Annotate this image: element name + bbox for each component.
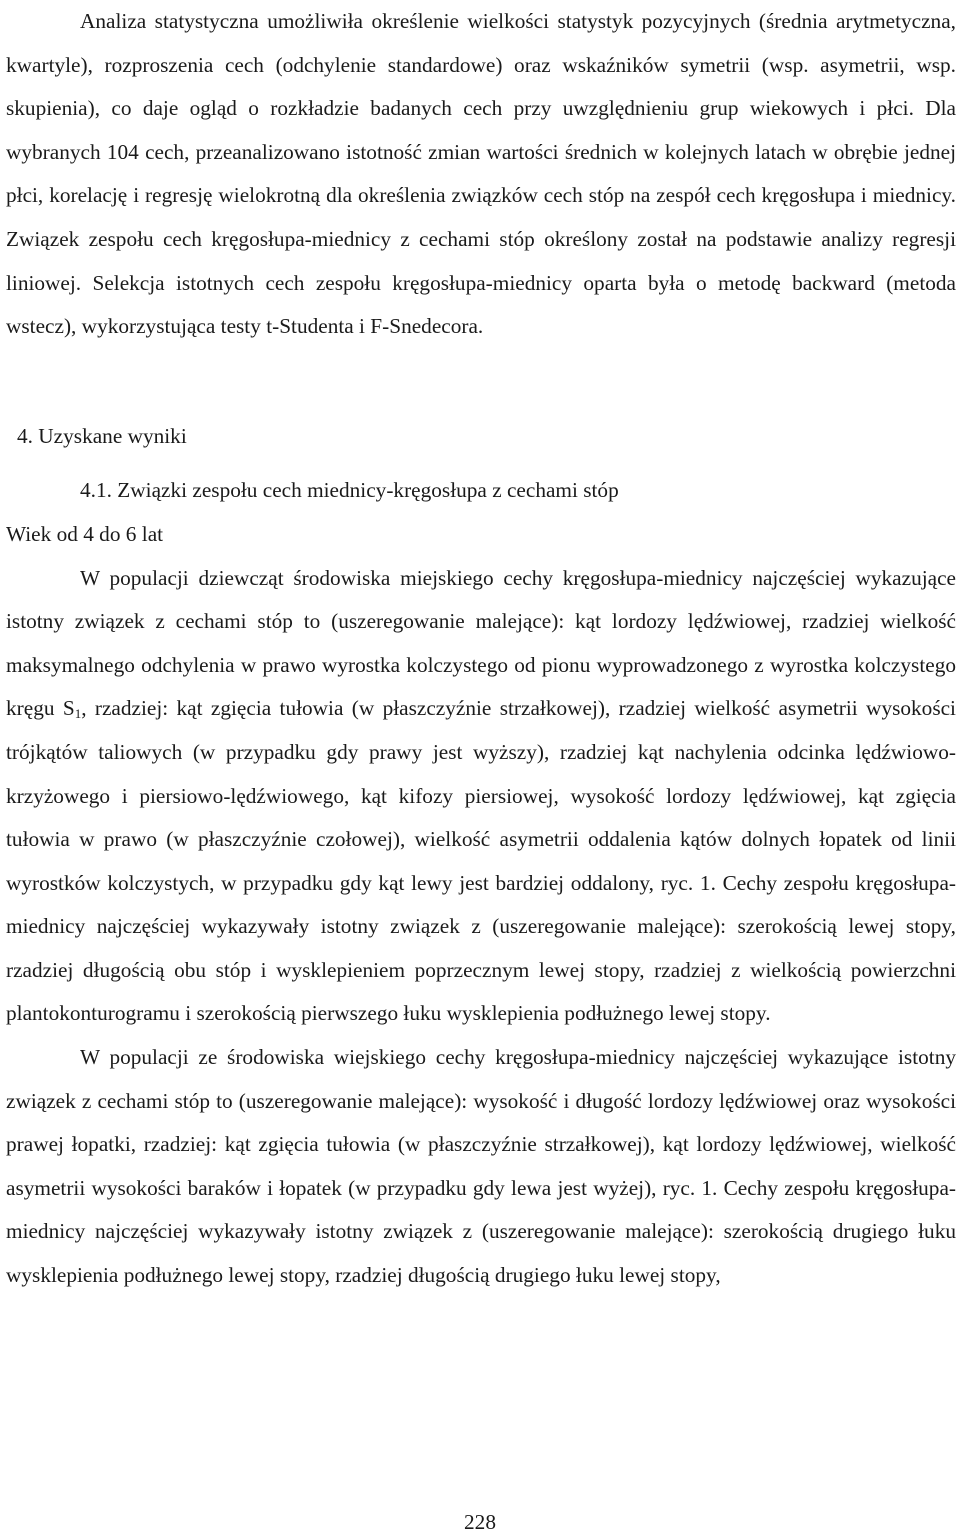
intro-paragraph: Analiza statystyczna umożliwiła określenie wielkości statystyk pozycyjnych (średnia arytmetyczna, kwartyle), rozproszenia cech (odchylenie standardowe) oraz wskaźników symetrii (wsp. asymetrii, wsp. skupienia), co daje ogląd o rozkładzie badanych cech przy uwzględnieniu grup wiekowych i płci. Dla wybranych 104 cech, przeanalizowano istotność zmian wartości średnich w kolejnych latach w obrębie jednej płci, korelację i regresję wielokrotną dla określenia związków cech stóp na zespół cech kręgosłupa i miednicy. Związek zespołu cech kręgosłupa-miednicy z cechami stóp określony został na podstawie analizy regresji liniowej. Selekcja istotnych cech zespołu kręgosłupa-miednicy oparta była o metodę backward (metoda wstecz), wykorzystująca testy t-Studenta i F-Snedecora. xyxy=(6,9,956,339)
spacer xyxy=(6,349,956,415)
document-page xyxy=(6,0,956,1298)
page-number: 228 xyxy=(464,1510,496,1534)
urban-text-part-1: W populacji dziewcząt środowiska miejskiego cechy kręgosłupa-miednicy najczęściej wykazujące istotny związek z cechami stóp to (uszeregowanie malejące): kąt lordozy lędźwiowej, rzadziej wielkość maksymalnego odchylenia w prawo wyrostka kolczystego od pionu wyprowadzonego z wyrostka kolczystego kręgu S xyxy=(6,565,956,721)
urban-text-part-2: , rzadziej: kąt zgięcia tułowia (w płaszczyźnie strzałkowej), rzadziej wielkość asymetrii wysokości trójkątów taliowych (w przypadku gdy prawy jest wyższy), rzadziej kąt nachylenia odcinka lędźwiowo-krzyżowego i piersiowo-lędźwiowego, kąt kifozy piersiowej, wysokość lordozy lędźwiowej, kąt zgięcia tułowia w prawo (w płaszczyźnie czołowej), wielkość asymetrii oddalenia kątów dolnych łopatek od linii wyrostków kolczystych, w przypadku gdy kąt lewy jest bardziej oddalony, ryc. 1. Cechy zespołu kręgosłupa-miednicy najczęściej wykazywały istotny związek z (uszeregowanie malejące): szerokością lewej stopy, rzadziej długością obu stóp i wysklepieniem poprzecznym lewej stopy, rzadziej z wielkością powierzchni plantokonturogramu i szerokością pierwszego łuku wysklepienia podłużnego lewej stopy. xyxy=(6,696,956,1026)
subsection-heading: 4.1. Związki zespołu cech miednicy-kręgosłupa z cechami stóp xyxy=(80,478,619,503)
urban-girls-paragraph xyxy=(6,557,956,1037)
age-group-heading: Wiek od 4 do 6 lat xyxy=(6,521,164,546)
vertebra-subscript: 1 xyxy=(74,706,82,722)
rural-paragraph: W populacji ze środowiska wiejskiego cechy kręgosłupa-miednicy najczęściej wykazujące istotny związek z cechami stóp to (uszeregowanie malejące): wysokość i długość lordozy lędźwiowej oraz wysokości prawej łopatki, rzadziej: kąt zgięcia tułowia (w płaszczyźnie strzałkowej), kąt lordozy lędźwiowej, wielkość asymetrii wysokości baraków i łopatek (w przypadku gdy lewa jest wyżej), ryc. 1. Cechy zespołu kręgosłupa-miednicy najczęściej wykazywały istotny związek z (uszeregowanie malejące): szerokością drugiego łuku wysklepienia podłużnego lewej stopy, rzadziej długością drugiego łuku lewej stopy, xyxy=(6,1045,956,1288)
section-heading: 4. Uzyskane wyniki xyxy=(17,423,187,448)
